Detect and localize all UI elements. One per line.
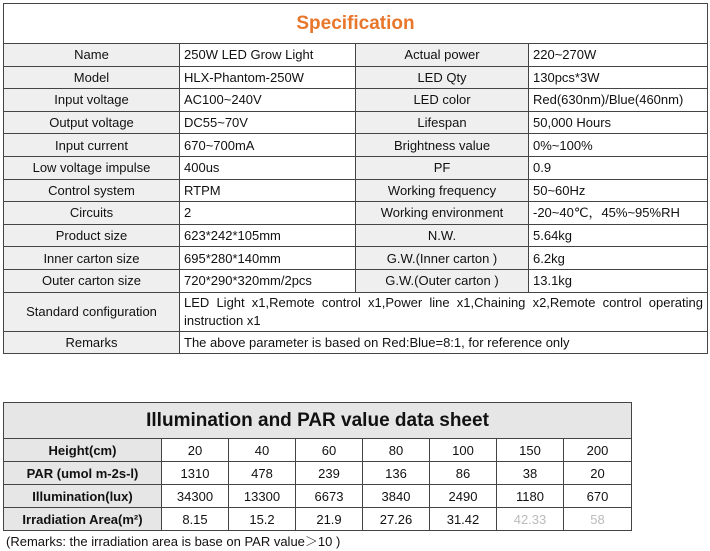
irradiation-area-value: 42.33 — [497, 508, 564, 531]
spec-value: 13.1kg — [529, 269, 708, 292]
illumination-row-label: Illumination(lux) — [4, 485, 162, 508]
par-value: 478 — [229, 462, 296, 485]
height-value: 150 — [497, 439, 564, 462]
spec-label: Working frequency — [356, 179, 529, 202]
spec-label: Circuits — [4, 202, 180, 225]
illumination-value: 6673 — [296, 485, 363, 508]
spec-label: LED Qty — [356, 66, 529, 89]
spec-row — [4, 202, 708, 225]
irradiation-area-value: 31.42 — [430, 508, 497, 531]
height-value: 60 — [296, 439, 363, 462]
spec-value: 0.9 — [529, 156, 708, 179]
irradiation-area-value: 27.26 — [363, 508, 430, 531]
spec-label: G.W.(Inner carton ) — [356, 247, 529, 270]
illumination-value: 3840 — [363, 485, 430, 508]
spec-value: DC55~70V — [180, 111, 356, 134]
spec-value: 50~60Hz — [529, 179, 708, 202]
par-value: 20 — [564, 462, 632, 485]
spec-row-standard-configuration — [4, 292, 708, 331]
spec-value: 130pcs*3W — [529, 66, 708, 89]
spec-value: 6.2kg — [529, 247, 708, 270]
spec-row — [4, 179, 708, 202]
spec-value: 220~270W — [529, 44, 708, 67]
irradiation-area-row — [4, 508, 632, 531]
spec-row — [4, 66, 708, 89]
spec-label: Low voltage impulse — [4, 156, 180, 179]
spec-label: Working environment — [356, 202, 529, 225]
spec-value: 720*290*320mm/2pcs — [180, 269, 356, 292]
irradiation-area-value: 21.9 — [296, 508, 363, 531]
spec-label: Output voltage — [4, 111, 180, 134]
spec-row — [4, 224, 708, 247]
spec-value: 623*242*105mm — [180, 224, 356, 247]
par-row-label: PAR (umol m-2s-l) — [4, 462, 162, 485]
spec-value: 695*280*140mm — [180, 247, 356, 270]
par-value: 1310 — [162, 462, 229, 485]
par-row — [4, 462, 632, 485]
height-value: 100 — [430, 439, 497, 462]
spec-row — [4, 156, 708, 179]
spec-value: HLX-Phantom-250W — [180, 66, 356, 89]
spec-row — [4, 134, 708, 157]
spec-value: 670~700mA — [180, 134, 356, 157]
spec-value: 0%~100% — [529, 134, 708, 157]
spec-row — [4, 111, 708, 134]
spec-value: 400us — [180, 156, 356, 179]
irradiation-area-value: 58 — [564, 508, 632, 531]
spec-value: RTPM — [180, 179, 356, 202]
remarks-label: Remarks — [4, 331, 180, 354]
spec-label: Input current — [4, 134, 180, 157]
par-remarks-note: (Remarks: the irradiation area is base on PAR value＞10 ) — [6, 534, 341, 549]
par-height-row — [4, 439, 632, 462]
par-value: 86 — [430, 462, 497, 485]
spec-value: 250W LED Grow Light — [180, 44, 356, 67]
height-value: 40 — [229, 439, 296, 462]
specification-title: Specification — [4, 4, 708, 44]
illumination-value: 2490 — [430, 485, 497, 508]
illumination-value: 670 — [564, 485, 632, 508]
par-value: 38 — [497, 462, 564, 485]
height-value: 80 — [363, 439, 430, 462]
spec-label: Name — [4, 44, 180, 67]
spec-value: 50,000 Hours — [529, 111, 708, 134]
illumination-row — [4, 485, 632, 508]
height-value: 200 — [564, 439, 632, 462]
irradiation-area-row-label: Irradiation Area(m²) — [4, 508, 162, 531]
height-label: Height(cm) — [4, 439, 162, 462]
spec-label: Brightness value — [356, 134, 529, 157]
spec-label: PF — [356, 156, 529, 179]
illumination-value: 34300 — [162, 485, 229, 508]
spec-row — [4, 89, 708, 112]
par-sheet-title: Illumination and PAR value data sheet — [4, 403, 632, 439]
illumination-value: 1180 — [497, 485, 564, 508]
spec-value: AC100~240V — [180, 89, 356, 112]
spec-label: Lifespan — [356, 111, 529, 134]
spec-row — [4, 44, 708, 67]
specification-table — [3, 3, 708, 354]
spec-label: Outer carton size — [4, 269, 180, 292]
spec-label: Inner carton size — [4, 247, 180, 270]
par-value: 239 — [296, 462, 363, 485]
standard-configuration-value: LED Light x1,Remote control x1,Power line x1,Chaining x2,Remote control operating instruction x1 — [180, 292, 708, 331]
spec-value: Red(630nm)/Blue(460nm) — [529, 89, 708, 112]
spec-label: Model — [4, 66, 180, 89]
spec-row-remarks — [4, 331, 708, 354]
spec-label: N.W. — [356, 224, 529, 247]
spec-label: Product size — [4, 224, 180, 247]
spec-label: Input voltage — [4, 89, 180, 112]
irradiation-area-value: 15.2 — [229, 508, 296, 531]
irradiation-area-value: 8.15 — [162, 508, 229, 531]
height-value: 20 — [162, 439, 229, 462]
spec-row — [4, 247, 708, 270]
spec-row — [4, 269, 708, 292]
standard-configuration-label: Standard configuration — [4, 292, 180, 331]
spec-label: G.W.(Outer carton ) — [356, 269, 529, 292]
spec-value: 2 — [180, 202, 356, 225]
par-value: 136 — [363, 462, 430, 485]
remarks-value: The above parameter is based on Red:Blue=8:1, for reference only — [180, 331, 708, 354]
spec-value: 5.64kg — [529, 224, 708, 247]
par-data-sheet — [3, 402, 632, 531]
spec-label: Actual power — [356, 44, 529, 67]
spec-label: LED color — [356, 89, 529, 112]
spec-label: Control system — [4, 179, 180, 202]
spec-value: -20~40℃，45%~95%RH — [529, 202, 708, 225]
illumination-value: 13300 — [229, 485, 296, 508]
